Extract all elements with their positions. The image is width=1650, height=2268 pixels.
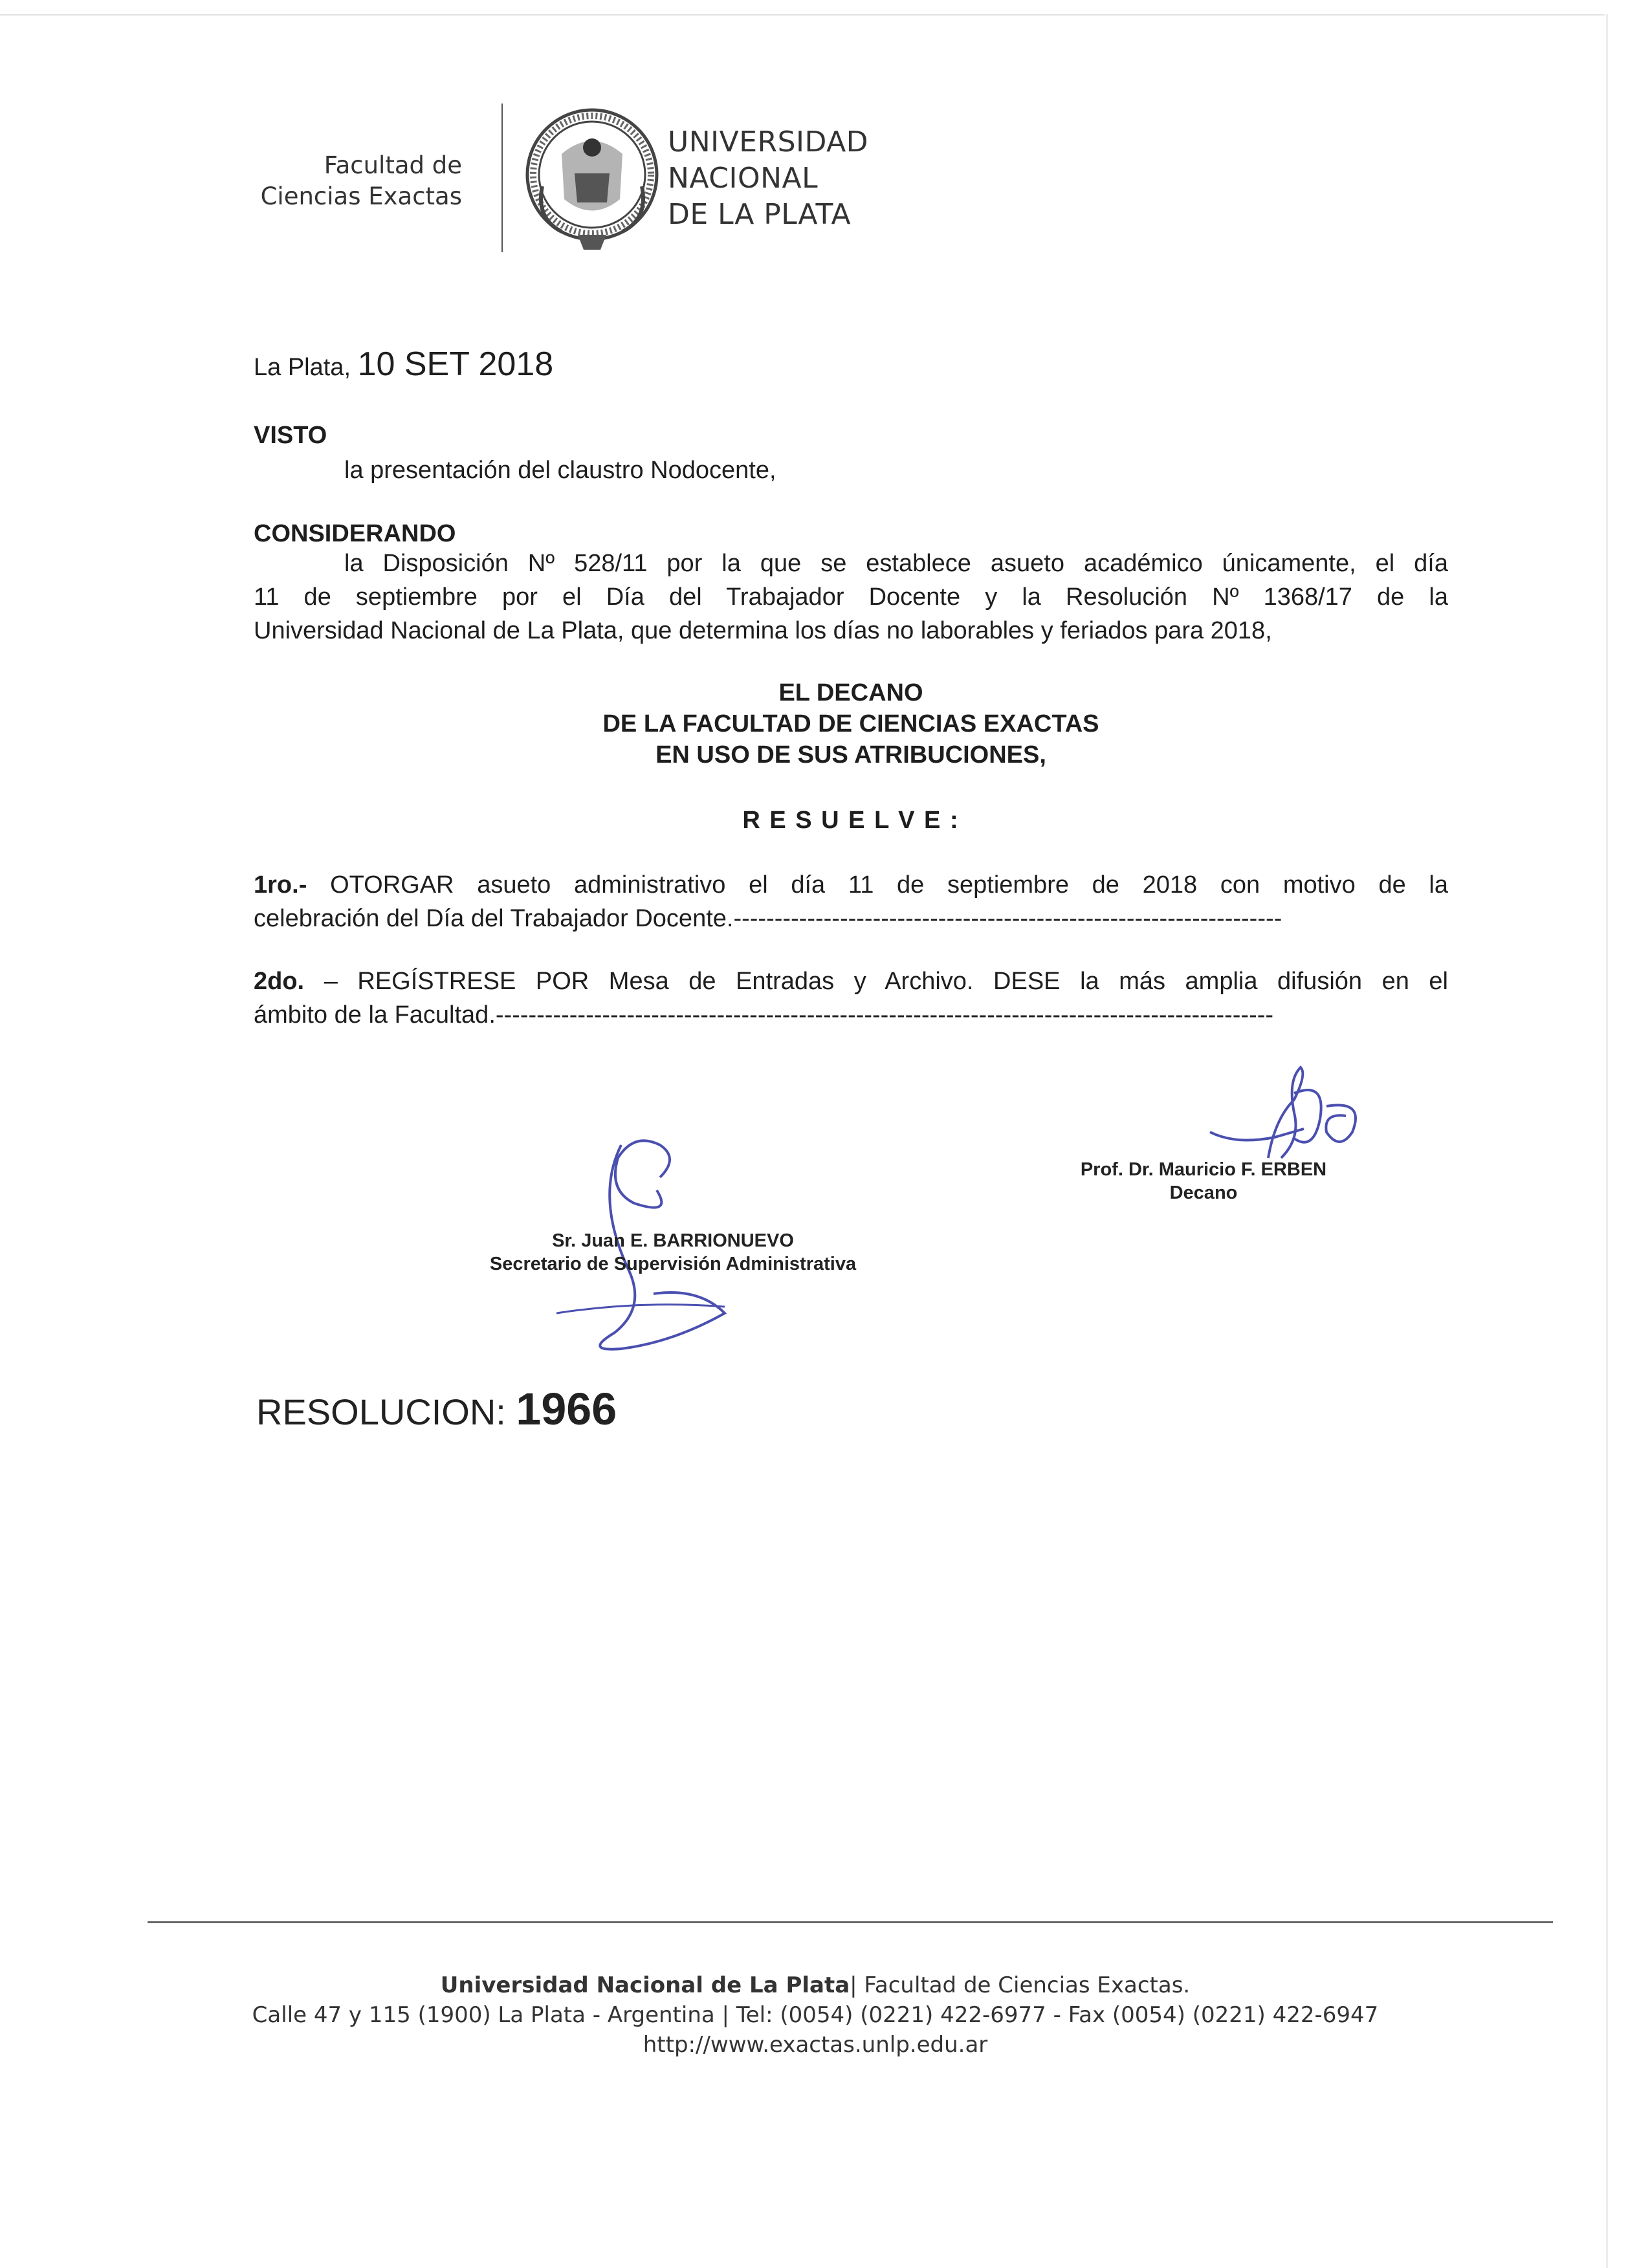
article-1-number: 1ro.-	[254, 871, 307, 899]
resolution-value: 1966	[516, 1384, 617, 1434]
article-1-text: OTORGAR asueto administrativo el día 11 de septiembre de 2018 con motivo de la	[330, 871, 1448, 899]
resolution-label: RESOLUCION:	[256, 1391, 506, 1432]
visto-heading: VISTO	[254, 422, 327, 449]
secretary-name: Sr. Juan E. BARRIONUEVO	[552, 1230, 794, 1251]
footer-divider	[148, 1921, 1553, 1923]
faculty-name-line2: Ciencias Exactas	[260, 182, 462, 210]
dean-signature-block	[1048, 1158, 1359, 1205]
authority-line1: EL DECANO	[778, 679, 923, 706]
footer-address: Calle 47 y 115 (1900) La Plata - Argentina | Tel: (0054) (0221) 422-6977 - Fax (0054) (0221) 422-6947	[252, 2002, 1379, 2028]
secretary-signature-block	[453, 1229, 893, 1276]
resuelve-heading: R E S U E L V E :	[742, 807, 960, 834]
considerando-line1: la Disposición Nº 528/11 por la que se establece asueto académico únicamente, el día	[344, 550, 1448, 577]
footer-website: http://www.exactas.unlp.edu.ar	[643, 2032, 988, 2058]
considerando-line2: 11 de septiembre por el Día del Trabajador Docente y la Resolución Nº 1368/17 de la	[254, 583, 1448, 611]
university-name-line2: NACIONAL	[668, 162, 819, 195]
considerando-line3: Universidad Nacional de La Plata, que determina los días no laborables y feriados para 2018,	[254, 617, 1272, 644]
dean-title: Decano	[1169, 1183, 1238, 1203]
faculty-name	[214, 150, 462, 212]
footer-line1	[194, 1970, 1436, 2000]
footer-faculty: | Facultad de Ciencias Exactas.	[850, 1972, 1191, 1998]
page-right-edge	[1606, 14, 1608, 2268]
page-top-edge	[0, 14, 1605, 16]
authority-line2: DE LA FACULTAD DE CIENCIAS EXACTAS	[602, 710, 1099, 737]
article-2-line1	[254, 965, 1448, 998]
footer-university: Universidad Nacional de La Plata	[440, 1972, 850, 1998]
considerando-heading: CONSIDERANDO	[254, 520, 456, 547]
header-divider	[501, 104, 503, 252]
article-2-number: 2do.	[254, 968, 305, 995]
faculty-name-line1: Facultad de	[324, 151, 462, 179]
document-date	[254, 345, 554, 384]
authority-line3: EN USO DE SUS ATRIBUCIONES,	[655, 741, 1046, 769]
date-place: La Plata,	[254, 354, 351, 381]
article-1-line1	[254, 869, 1448, 901]
university-name-line3: DE LA PLATA	[668, 198, 852, 231]
secretary-title: Secretario de Supervisión Administrativa	[489, 1254, 857, 1274]
dean-name: Prof. Dr. Mauricio F. ERBEN	[1080, 1159, 1327, 1180]
resolution-number	[256, 1383, 617, 1435]
university-seal-icon	[523, 102, 662, 252]
date-value: 10 SET 2018	[357, 345, 554, 383]
university-name	[668, 124, 868, 233]
university-name-line1: UNIVERSIDAD	[668, 125, 869, 158]
visto-text: la presentación del claustro Nodocente,	[344, 457, 776, 484]
article-2-line2: ámbito de la Facultad.-----------------------------------------------------------------------------------------------	[254, 1001, 1274, 1029]
article-1-line2: celebración del Día del Trabajador Docente.-------------------------------------------------------------------	[254, 905, 1282, 932]
article-2-text: – REGÍSTRESE POR Mesa de Entradas y Archivo. DESE la más amplia difusión en el	[324, 968, 1448, 995]
footer	[194, 1970, 1436, 2060]
